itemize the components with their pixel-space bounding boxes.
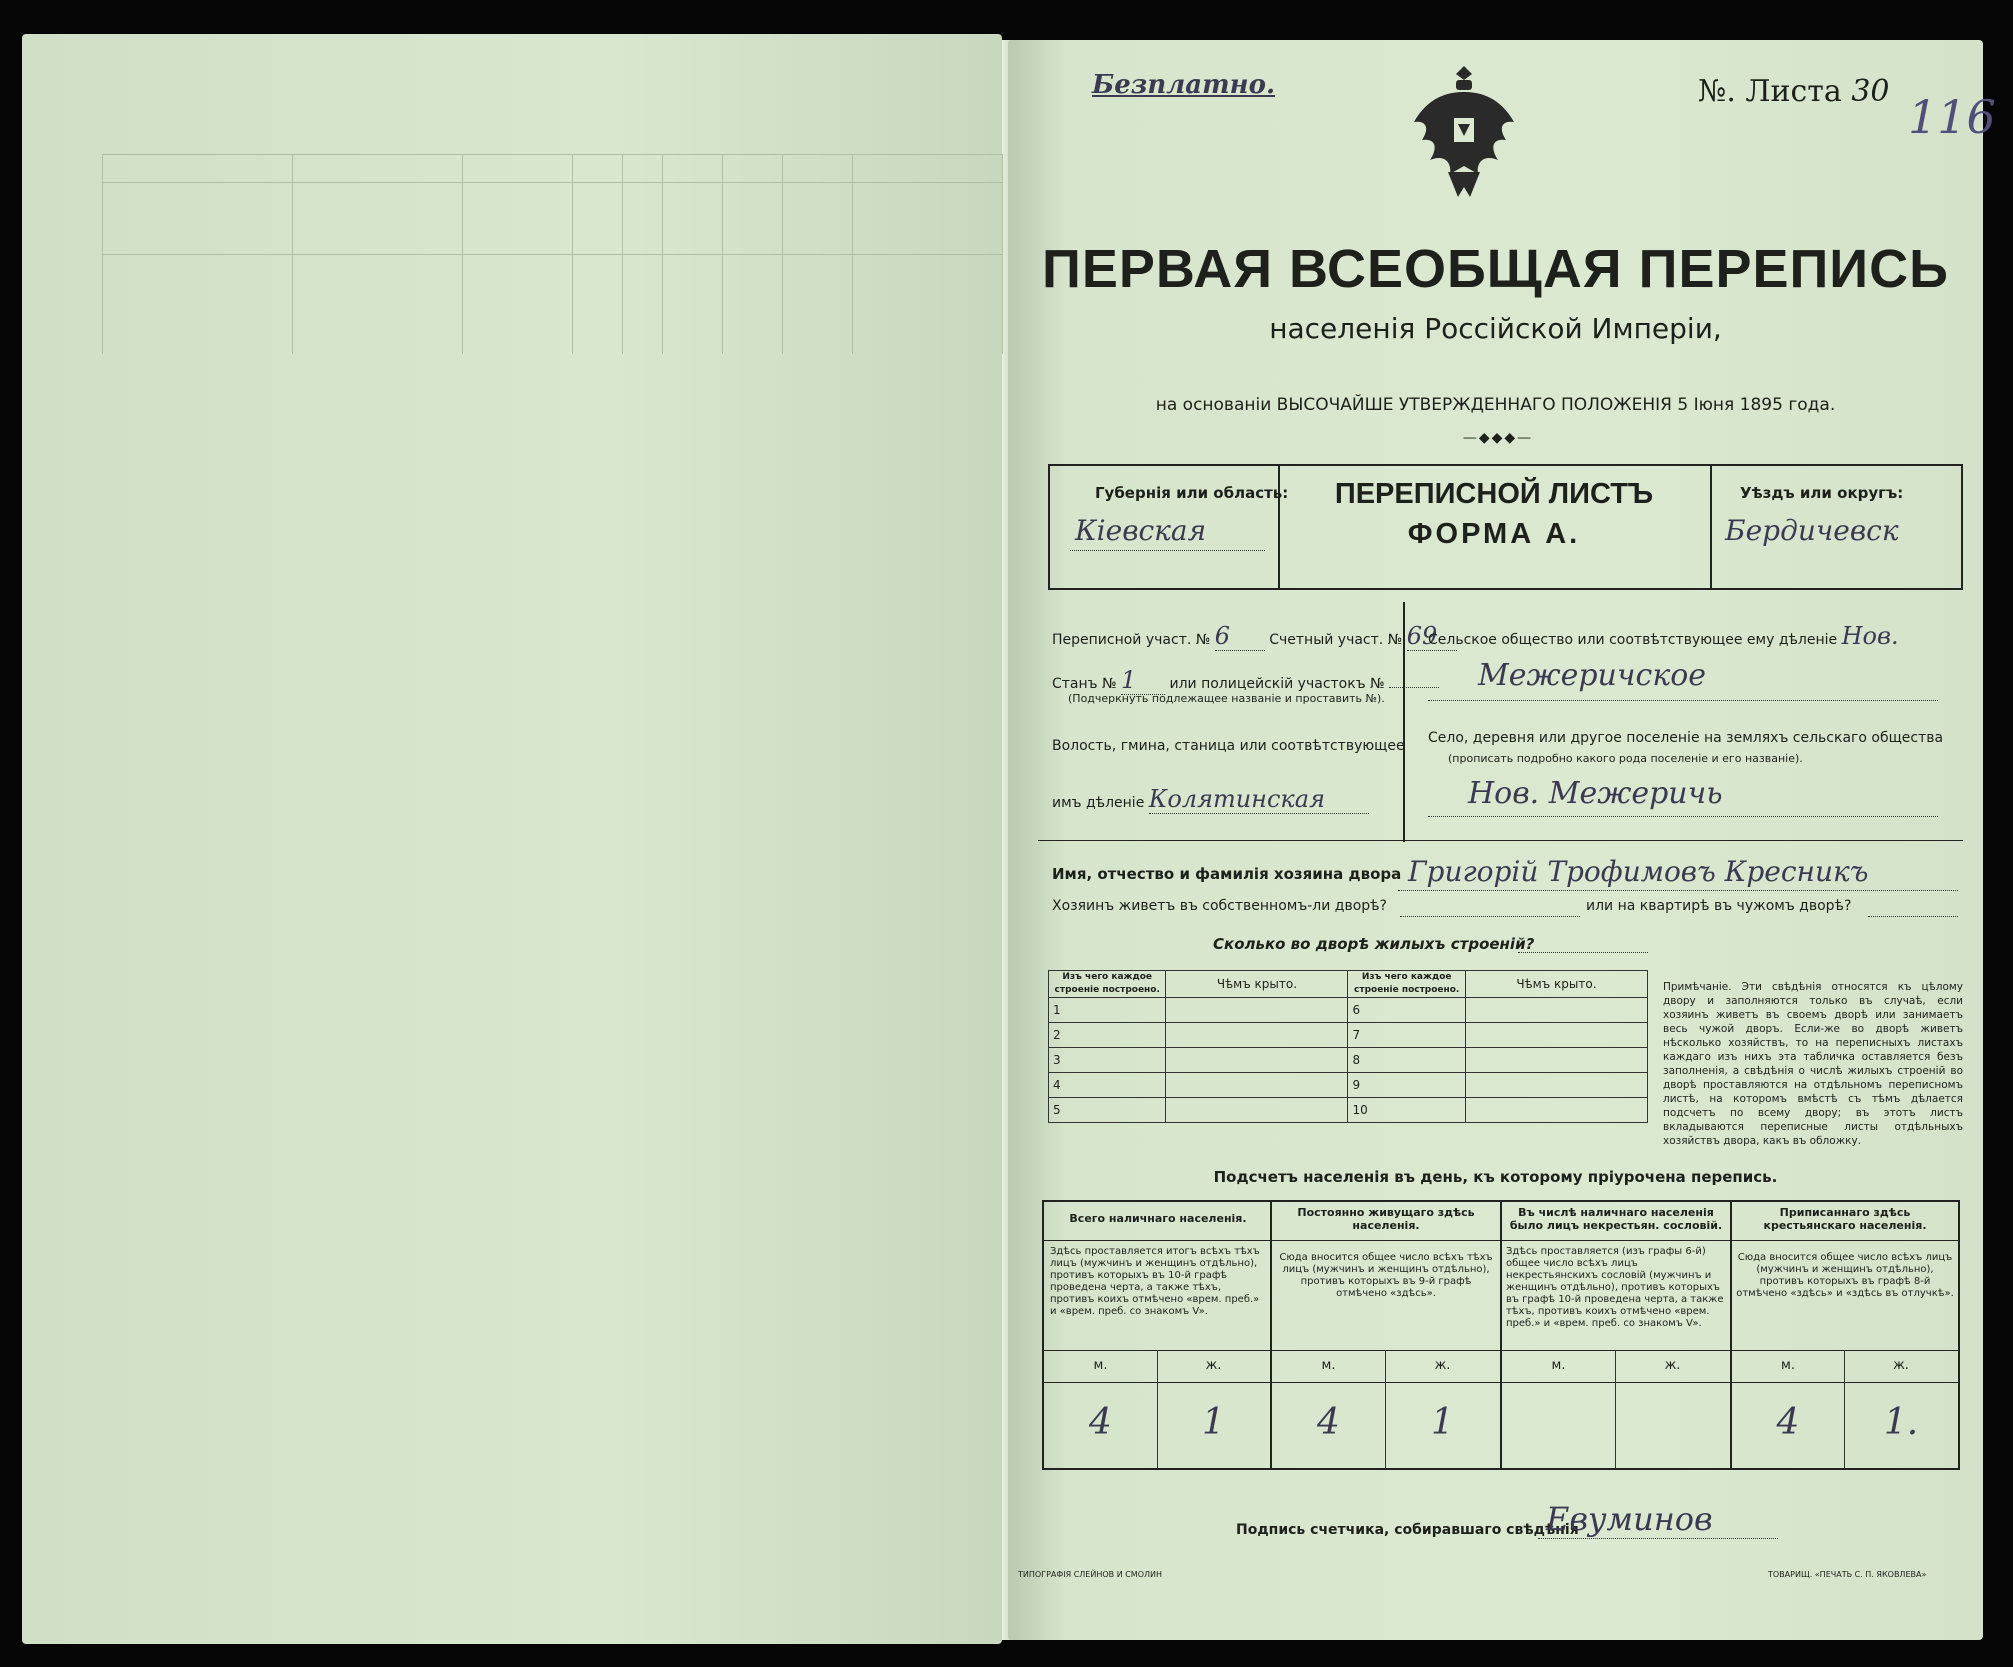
value-total-m: 4 bbox=[1089, 1402, 1112, 1443]
buildings-table bbox=[1048, 970, 1648, 1123]
value-permanent-m: 4 bbox=[1317, 1402, 1340, 1443]
left-page bbox=[22, 34, 1002, 1644]
signature-label: Подпись счетчика, собиравшаго свѣдѣнія bbox=[1236, 1522, 1579, 1538]
ornament-divider: —◆◆◆— bbox=[1462, 430, 1534, 446]
form-type: ФОРМА А. bbox=[1407, 518, 1581, 550]
zh-label-4: ж. bbox=[1893, 1358, 1909, 1373]
schet-uch-label: Счетный участ. № bbox=[1269, 632, 1403, 648]
count-desc-2: Сюда вносится общее число всѣхъ тѣхъ лицъ (мужчинъ и женщинъ отдѣльно), противъ которыхъ въ 9-й графѣ отмѣчено «здѣсь». bbox=[1279, 1252, 1493, 1299]
sheet-no-label: №. Листа bbox=[1698, 74, 1842, 109]
form-title: ПЕРЕПИСНОЙ ЛИСТЪ bbox=[1334, 478, 1654, 510]
police-label: или полицейскій участокъ № bbox=[1169, 676, 1385, 692]
count-header-1: Всего наличнаго населенія. bbox=[1069, 1212, 1247, 1225]
row-6: 6 bbox=[1348, 998, 1465, 1023]
double-headed-eagle-icon bbox=[1408, 62, 1520, 202]
value-peasant-zh: 1. bbox=[1883, 1402, 1919, 1443]
col-roof: Чѣмъ крыто. bbox=[1166, 971, 1348, 998]
count-desc-4: Сюда вносится общее число всѣхъ лицъ (мужчинъ и женщинъ отдѣльно), противъ которыхъ въ графѣ 8-й отмѣчено «здѣсь» и «здѣсь въ отлучкѣ». bbox=[1736, 1252, 1954, 1299]
uezd-value: Бердичевск bbox=[1725, 514, 1899, 547]
stan-value: 1 bbox=[1121, 666, 1165, 695]
selskoe-value-1: Нов. bbox=[1841, 622, 1899, 650]
zh-label-3: ж. bbox=[1664, 1358, 1681, 1373]
row-7: 7 bbox=[1348, 1023, 1465, 1048]
gubernia-value: Кіевская bbox=[1075, 514, 1207, 547]
col-built-2: Изъ чего каждое строеніе построено. bbox=[1348, 971, 1465, 998]
volost-value: Колятинская bbox=[1149, 785, 1369, 814]
census-subtitle: населенія Россійской Имперіи, bbox=[1269, 312, 1722, 345]
selskoe-value-2: Межеричское bbox=[1478, 658, 1707, 693]
census-title: ПЕРВАЯ ВСЕОБЩАЯ ПЕРЕПИСЬ bbox=[1042, 239, 1949, 299]
col-roof-2: Чѣмъ крыто. bbox=[1465, 971, 1647, 998]
imprint-right: ТОВАРИЩ. «ПЕЧАТЬ С. П. ЯКОВЛЕВА» bbox=[1768, 1570, 1927, 1579]
sheet-no-handwritten: 116 bbox=[1908, 90, 1996, 144]
volost-label: Волость, гмина, станица или соотвѣтствующее bbox=[1052, 738, 1405, 754]
count-desc-3: Здѣсь проставляется (изъ графы 6-й) общее число всѣхъ лицъ некрестьянскихъ сословій (мужчинъ и женщинъ отдѣльно), противъ которыхъ въ графѣ 10-й проведена черта, а также тѣхъ, противъ коихъ отмѣчено «врем. преб.» и «врем. преб. со знакомъ V». bbox=[1506, 1246, 1724, 1329]
perepis-uch-label: Переписной участ. № bbox=[1052, 632, 1211, 648]
col-built: Изъ чего каждое строеніе построено. bbox=[1049, 971, 1166, 998]
count-header-4: Приписаннаго здѣсь крестьянскаго населенія. bbox=[1763, 1206, 1927, 1232]
value-peasant-m: 4 bbox=[1776, 1402, 1800, 1443]
selo-note: (прописать подробно какого рода поселеніе и его названіе). bbox=[1448, 752, 1803, 765]
census-basis: на основаніи ВЫСОЧАЙШЕ УТВЕРЖДЕННАГО ПОЛОЖЕНІЯ 5 Іюня 1895 года. bbox=[1155, 395, 1836, 415]
zh-label-2: ж. bbox=[1434, 1358, 1451, 1373]
stan-label: Станъ № bbox=[1052, 676, 1117, 692]
selo-label: Село, деревня или другое поселеніе на земляхъ сельскаго общества bbox=[1428, 730, 1944, 746]
selo-value: Нов. Межеричь bbox=[1468, 776, 1723, 811]
count-header-3: Въ числѣ наличнаго населенія было лицъ некрестьян. сословій. bbox=[1509, 1206, 1723, 1232]
own-yard-label: Хозяинъ живетъ въ собственномъ-ли дворѣ? bbox=[1052, 898, 1387, 914]
row-5: 5 bbox=[1049, 1098, 1166, 1123]
count-desc-1: Здѣсь проставляется итогъ всѣхъ тѣхъ лицъ (мужчинъ и женщинъ отдѣльно), противъ которыхъ въ 10-й графѣ проведена черта, а также тѣхъ, противъ коихъ отмѣчено «врем. преб.» и «врем. преб. со знакомъ V». bbox=[1050, 1246, 1260, 1317]
census-form-page bbox=[1008, 40, 1996, 1640]
owner-value: Григорій Трофимовъ Кресникъ bbox=[1408, 855, 1869, 888]
schet-uch-value: 69 bbox=[1407, 622, 1457, 651]
row-1: 1 bbox=[1049, 998, 1166, 1023]
sheet-no-value: 30 bbox=[1851, 74, 1890, 109]
row-9: 9 bbox=[1348, 1073, 1465, 1098]
volost-label-2: имъ дѣленіе bbox=[1052, 795, 1145, 811]
note-text: Примѣчаніе. Эти свѣдѣнія относятся къ цѣлому двору и заполняются только въ случаѣ, если хозяинъ живетъ въ своемъ дворѣ или занимаетъ весь чужой дворъ. Если-же во дворѣ живетъ нѣсколько хозяйствъ, то на переписныхъ листахъ каждаго изъ нихъ эта табличка оставляется безъ заполненія, а свѣдѣнія о числѣ жилыхъ строеній во дворѣ проставляются на отдѣльномъ переписномъ листѣ, на которомъ вмѣстѣ съ тѣмъ дѣлается подсчетъ по всему двору; въ этотъ листъ вкладываются переписные листы отдѣльныхъ хозяйствъ двора, какъ въ обложку. bbox=[1663, 981, 1963, 1147]
zh-label-1: ж. bbox=[1205, 1358, 1222, 1373]
signature-value: Евуминов bbox=[1546, 1500, 1713, 1538]
header-box bbox=[1048, 464, 1963, 590]
m-label-1: м. bbox=[1093, 1358, 1108, 1373]
m-label-2: м. bbox=[1321, 1358, 1336, 1373]
owner-label: Имя, отчество и фамилія хозяина двора bbox=[1052, 865, 1402, 883]
count-title: Подсчетъ населенія въ день, къ которому пріурочена перепись. bbox=[1213, 1168, 1778, 1186]
imprint-left: ТИПОГРАФІЯ СЛЕЙНОВ И СМОЛИН bbox=[1018, 1570, 1163, 1579]
uezd-label: Уѣздъ или округъ: bbox=[1740, 484, 1904, 502]
row-3: 3 bbox=[1049, 1048, 1166, 1073]
perepis-uch-value: 6 bbox=[1215, 622, 1265, 651]
row-2: 2 bbox=[1049, 1023, 1166, 1048]
free-label: Безплатно. bbox=[1092, 70, 1275, 100]
other-yard-label: или на квартирѣ въ чужомъ дворѣ? bbox=[1586, 898, 1852, 914]
count-table bbox=[1042, 1200, 1960, 1470]
row-4: 4 bbox=[1049, 1073, 1166, 1098]
count-header-2: Постоянно живущаго здѣсь населенія. bbox=[1297, 1206, 1475, 1232]
value-permanent-zh: 1 bbox=[1431, 1402, 1454, 1443]
row-10: 10 bbox=[1348, 1098, 1465, 1123]
row-8: 8 bbox=[1348, 1048, 1465, 1073]
underline-note: (Подчеркнуть подлежащее названіе и проставить №). bbox=[1068, 692, 1385, 705]
m-label-4: м. bbox=[1781, 1358, 1795, 1373]
gubernia-label: Губернія или область: bbox=[1095, 484, 1289, 502]
buildings-label: Сколько во дворѣ жилыхъ строеній? bbox=[1213, 935, 1535, 953]
value-total-zh: 1 bbox=[1202, 1402, 1225, 1443]
m-label-3: м. bbox=[1551, 1358, 1566, 1373]
bleed-through-table bbox=[102, 154, 1002, 354]
selskoe-label: Сельское общество или соотвѣтствующее ему дѣленіе bbox=[1428, 632, 1838, 648]
